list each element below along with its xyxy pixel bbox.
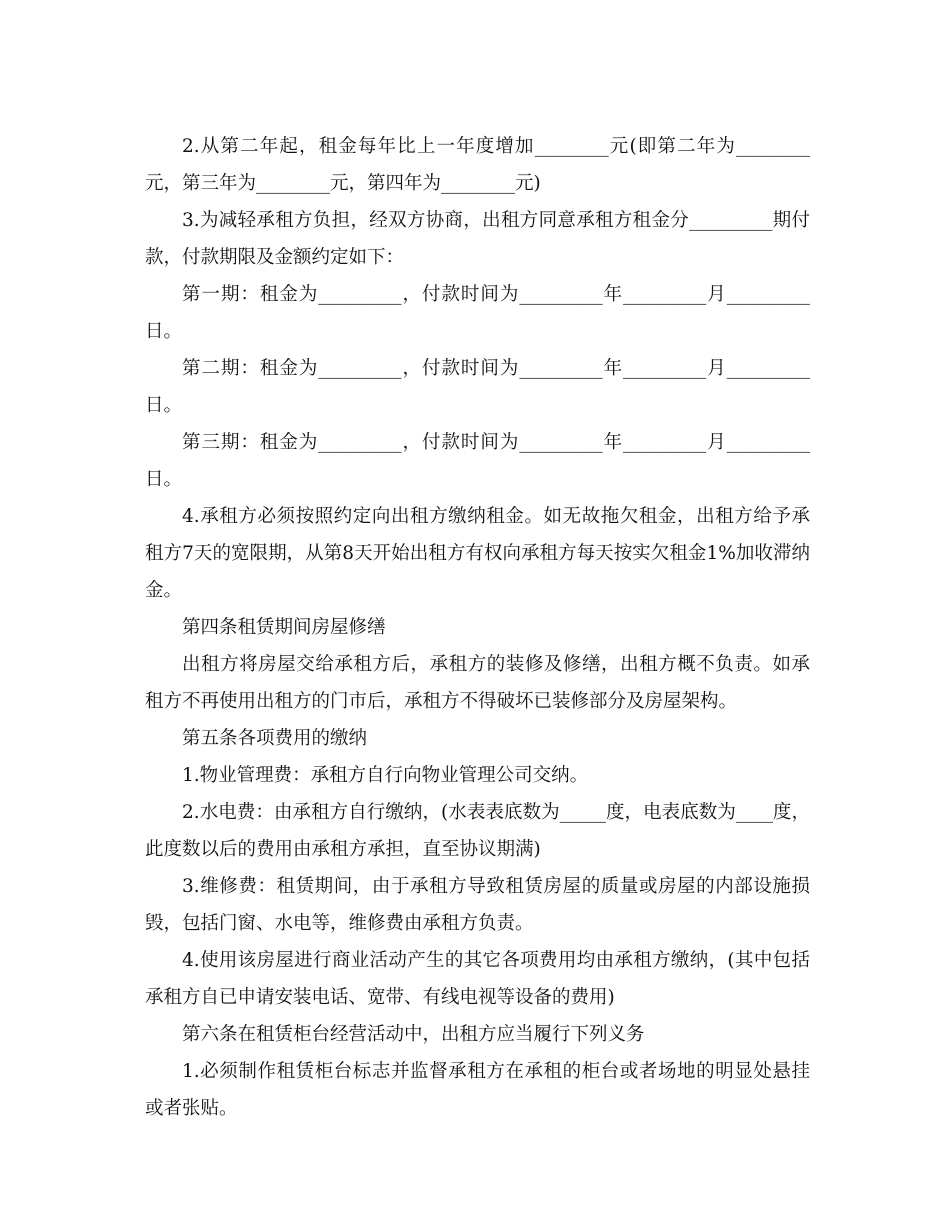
document-body xyxy=(145,128,810,1127)
paragraph-counter-sign: 1.必须制作租赁柜台标志并监督承租方在承租的柜台或者场地的明显处悬挂或者张贴。 xyxy=(145,1061,810,1119)
paragraph-late-fee: 4.承租方必须按照约定向出租方缴纳租金。如无故拖欠租金，出租方给予承租方7天的宽限期，从第8天开始出租方有权向承租方每天按实欠租金1%加收滞纳金。 xyxy=(145,506,810,601)
paragraph-installment-1: 第一期：租金为_________，付款时间为_________年_________月_________日。 xyxy=(145,284,810,342)
heading-article-5: 第五条各项费用的缴纳 xyxy=(182,728,368,749)
paragraph-installments: 3.为减轻承租方负担，经双方协商，出租方同意承租方租金分_________期付款，付款期限及金额约定如下： xyxy=(145,210,810,268)
heading-article-6: 第六条在租赁柜台经营活动中，出租方应当履行下列义务 xyxy=(182,1024,645,1045)
paragraph-property-fee: 1.物业管理费：承租方自行向物业管理公司交纳。 xyxy=(182,765,589,786)
paragraph-utilities: 2.水电费：由承租方自行缴纳，(水表表底数为_____度，电表底数为____度，此度数以后的费用由承租方承担，直至协议期满) xyxy=(145,802,810,860)
paragraph-repairs: 出租方将房屋交给承租方后，承租方的装修及修缮，出租方概不负责。如承租方不再使用出租方的门市后，承租方不得破坏已装修部分及房屋架构。 xyxy=(145,654,810,712)
paragraph-installment-2: 第二期：租金为_________，付款时间为_________年_________月_________日。 xyxy=(145,358,810,416)
paragraph-other-fees: 4.使用该房屋进行商业活动产生的其它各项费用均由承租方缴纳，(其中包括承租方自已申请安装电话、宽带、有线电视等设备的费用) xyxy=(145,950,810,1008)
paragraph-installment-3: 第三期：租金为_________，付款时间为_________年_________月_________日。 xyxy=(145,432,810,490)
paragraph-rent-increase: 2.从第二年起，租金每年比上一年度增加________元(即第二年为________元，第三年为________元，第四年为________元) xyxy=(145,136,810,194)
paragraph-maintenance: 3.维修费：租赁期间，由于承租方导致租赁房屋的质量或房屋的内部设施损毁，包括门窗、水电等，维修费由承租方负责。 xyxy=(145,876,810,934)
heading-article-4: 第四条租赁期间房屋修缮 xyxy=(182,617,386,638)
